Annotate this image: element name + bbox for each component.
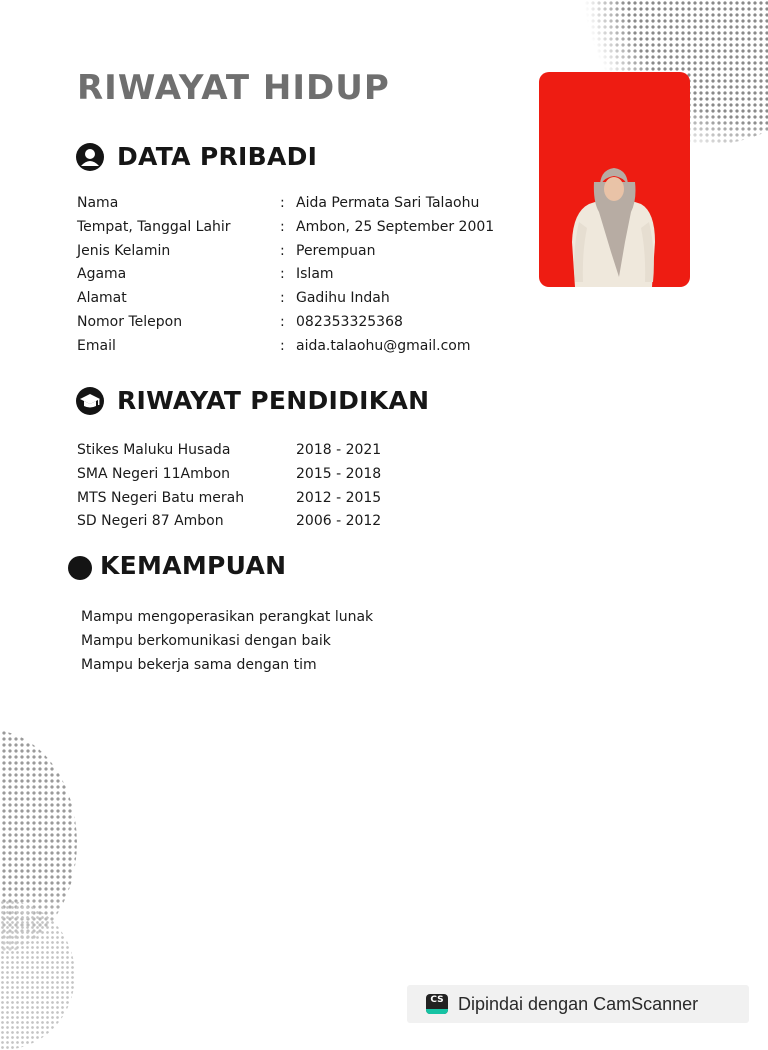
school-years: 2006 - 2012 — [296, 513, 382, 530]
profile-photo — [539, 72, 690, 287]
section-riwayat-pendidikan — [76, 386, 429, 415]
personal-info-table — [77, 192, 537, 359]
info-label: Email — [77, 337, 116, 354]
section-heading: KEMAMPUAN — [100, 551, 287, 580]
info-separator: : — [280, 242, 285, 259]
user-circle-icon — [76, 143, 104, 171]
info-separator: : — [280, 337, 285, 354]
skill-item: Mampu berkomunikasi dengan baik — [81, 633, 331, 649]
camscanner-text: Dipindai dengan CamScanner — [458, 993, 699, 1014]
info-separator: : — [280, 290, 285, 307]
education-row — [77, 487, 477, 511]
info-row — [77, 335, 537, 359]
info-value: Aida Permata Sari Talaohu — [296, 195, 480, 211]
info-label: Tempat, Tanggal Lahir — [77, 218, 231, 235]
school-years: 2015 - 2018 — [296, 465, 382, 482]
skill-item: Mampu mengoperasikan perangkat lunak — [81, 609, 374, 625]
camscanner-watermark — [407, 985, 749, 1023]
info-row — [77, 240, 537, 264]
info-row — [77, 216, 537, 240]
camscanner-logo-icon — [426, 994, 448, 1014]
info-label: Agama — [77, 266, 127, 283]
info-row — [77, 263, 537, 287]
school-name: Stikes Maluku Husada — [77, 442, 231, 458]
info-label: Nama — [77, 195, 119, 211]
school-name: SD Negeri 87 Ambon — [77, 513, 224, 530]
school-name: MTS Negeri Batu merah — [77, 489, 245, 506]
education-row — [77, 439, 477, 463]
section-heading: RIWAYAT PENDIDIKAN — [117, 386, 430, 415]
camscanner-logo-text: CS — [430, 995, 444, 1005]
graduation-cap-icon — [76, 387, 104, 415]
section-heading: DATA PRIBADI — [117, 142, 318, 171]
page-title: RIWAYAT HIDUP — [77, 68, 390, 108]
info-separator: : — [280, 195, 285, 211]
info-value: aida.talaohu@gmail.com — [296, 337, 471, 354]
education-table — [77, 439, 477, 534]
school-years: 2012 - 2015 — [296, 489, 382, 506]
info-value: Ambon, 25 September 2001 — [296, 218, 495, 235]
school-years: 2018 - 2021 — [296, 442, 382, 458]
person-illustration — [539, 72, 690, 287]
info-row — [77, 311, 537, 335]
education-row — [77, 510, 477, 534]
info-label: Jenis Kelamin — [77, 242, 171, 259]
section-data-pribadi — [76, 142, 317, 171]
info-label: Nomor Telepon — [77, 313, 183, 330]
school-name: SMA Negeri 11Ambon — [77, 465, 231, 482]
info-value: Perempuan — [296, 242, 376, 259]
dotted-circle-decoration-bottom-faint — [0, 900, 75, 1050]
info-separator: : — [280, 313, 285, 330]
dot-icon — [68, 556, 92, 580]
section-kemampuan — [68, 551, 286, 580]
education-row — [77, 463, 477, 487]
info-label: Alamat — [77, 290, 127, 307]
info-value: Gadihu Indah — [296, 290, 390, 307]
info-value: Islam — [296, 266, 334, 283]
info-separator: : — [280, 266, 285, 283]
info-value: 082353325368 — [296, 313, 403, 330]
camscanner-logo-bar — [426, 1009, 448, 1014]
info-row — [77, 192, 537, 216]
skills-list — [81, 605, 373, 677]
skill-item: Mampu bekerja sama dengan tim — [81, 657, 317, 673]
info-separator: : — [280, 218, 285, 235]
info-row — [77, 287, 537, 311]
